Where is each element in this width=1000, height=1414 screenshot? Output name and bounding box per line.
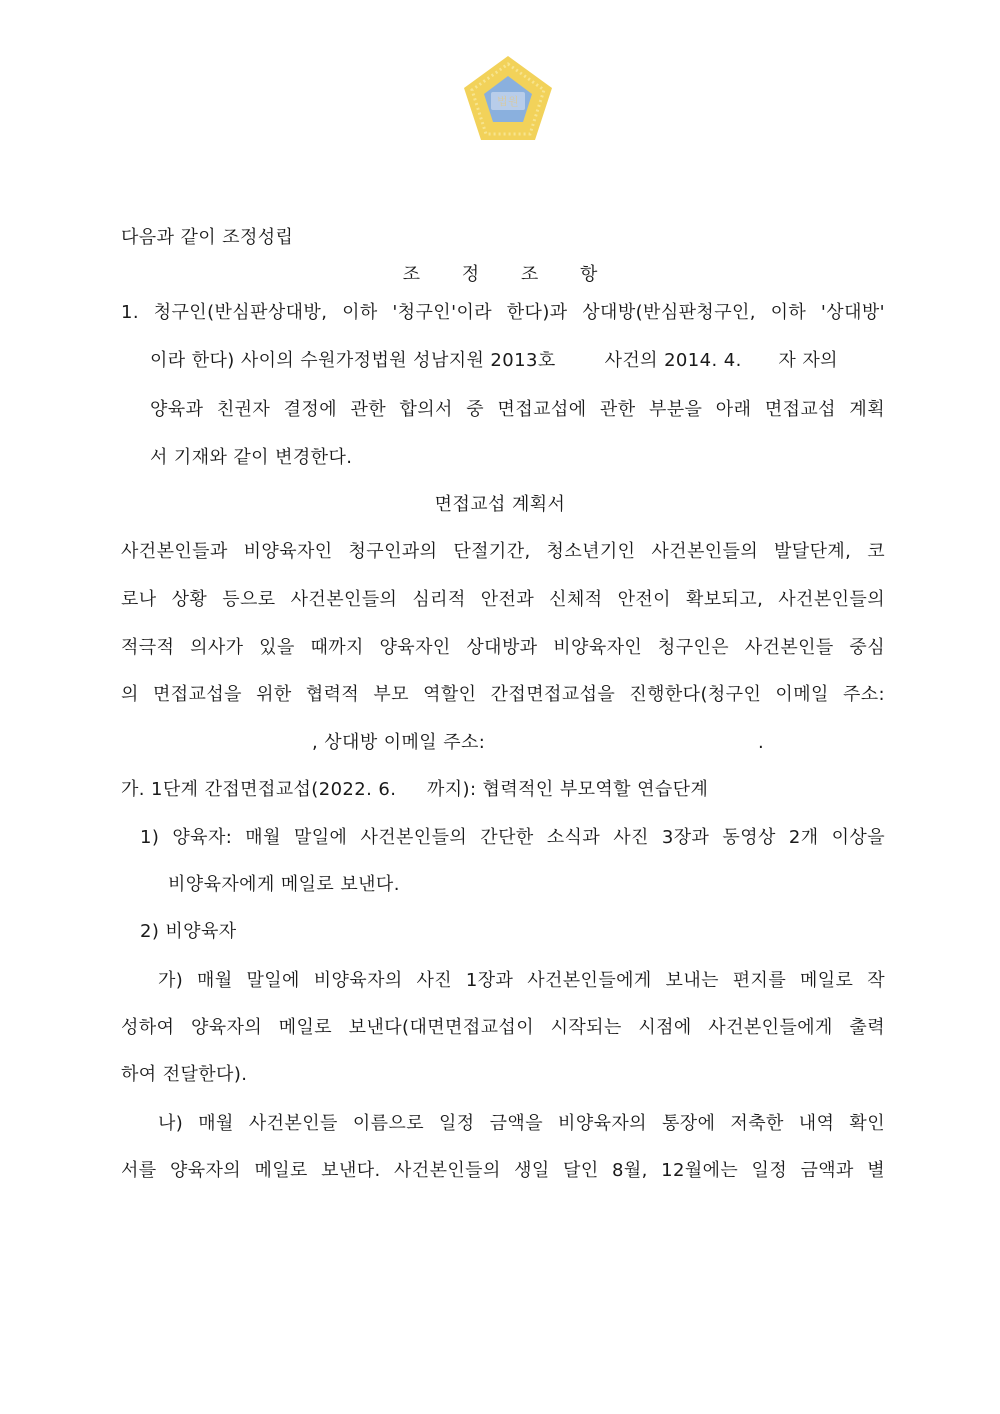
stage1-na-line-2: 서를 양육자의 메일로 보낸다. 사건본인들의 생일 달인 8월, 12월에는 일정 금액과 별 bbox=[121, 1160, 885, 1181]
stage1-title: 가. 1단계 간접면접교섭(2022. 6. 까지): 협력적인 부모역할 연습단계 bbox=[121, 779, 709, 800]
plan-body-line-2: 로나 상황 등으로 사건본인들의 심리적 안전과 신체적 안전이 확보되고, 사건본인들의 bbox=[121, 589, 885, 610]
plan-body-line-3: 적극적 의사가 있을 때까지 양육자인 상대방과 비양육자인 청구인은 사건본인들 중심 bbox=[121, 637, 885, 658]
seal-text: 법원 bbox=[496, 95, 520, 108]
stage1-ga-line-1: 가) 매월 말일에 비양육자의 사진 1장과 사건본인들에게 보내는 편지를 메일로 작 bbox=[158, 970, 885, 991]
stage1-item1-line-1: 1) 양육자: 매월 말일에 사건본인들의 간단한 소식과 사진 3장과 동영상 2개 이상을 bbox=[140, 827, 885, 848]
item1-line-3: 양육과 친권자 결정에 관한 합의서 중 면접교섭에 관한 부분을 아래 면접교섭 계획 bbox=[150, 399, 885, 420]
plan-body-line-1: 사건본인들과 비양육자인 청구인과의 단절기간, 청소년기인 사건본인들의 발달단계, 코 bbox=[121, 541, 885, 562]
stage1-ga-line-2: 성하여 양육자의 메일로 보낸다(대면면접교섭이 시작되는 시점에 사건본인들에게 출력 bbox=[121, 1017, 885, 1038]
plan-body-line-4: 의 면접교섭을 위한 협력적 부모 역할인 간접면접교섭을 진행한다(청구인 이메일 주소: bbox=[121, 684, 885, 705]
stage1-na-line-1: 나) 매월 사건본인들 이름으로 일정 금액을 비양육자의 통장에 저축한 내역 확인 bbox=[158, 1113, 885, 1134]
item1-line-4: 서 기재와 같이 변경한다. bbox=[150, 447, 353, 468]
plan-body-line-end: . bbox=[758, 732, 765, 753]
plan-title: 면접교섭 계획서 bbox=[434, 494, 566, 515]
stage1-item1-line-2: 비양육자에게 메일로 보낸다. bbox=[168, 874, 400, 895]
item1-line-2: 이라 한다) 사이의 수원가정법원 성남지원 2013호 사건의 2014. 4. 자 자의 bbox=[150, 350, 838, 371]
item1-line-1: 1. 청구인(반심판상대방, 이하 '청구인'이라 한다)과 상대방(반심판청구인, 이하 '상대방' bbox=[121, 302, 885, 323]
stage1-item2-title: 2) 비양육자 bbox=[140, 921, 237, 942]
intro-line: 다음과 같이 조정성립 bbox=[121, 227, 294, 248]
court-seal-emblem bbox=[458, 52, 558, 152]
stage1-ga-line-3: 하여 전달한다). bbox=[121, 1064, 248, 1085]
plan-body-email-label: , 상대방 이메일 주소: bbox=[312, 732, 486, 753]
section-title: 조 정 조 항 bbox=[402, 264, 616, 285]
